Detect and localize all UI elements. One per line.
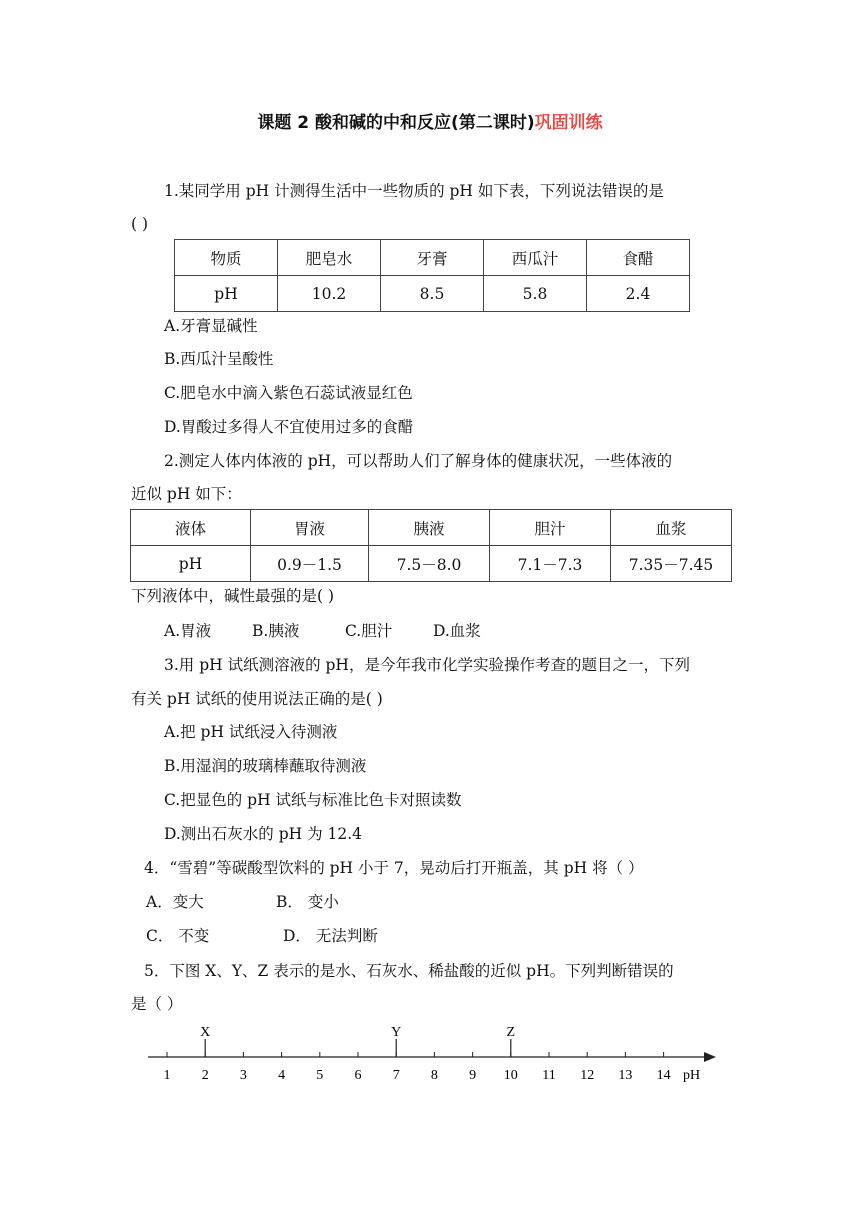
q5-stem-line2: 是（ ） — [131, 995, 183, 1013]
q3-option-a: A.把 pH 试纸浸入待测液 — [164, 723, 338, 741]
q2-stem-line1: 2.测定人体内体液的 pH，可以帮助人们了解身体的健康状况，一些体液的 — [164, 452, 673, 470]
table-cell: 血浆 — [611, 510, 732, 546]
tick-label: 5 — [316, 1068, 324, 1083]
table-cell: 8.5 — [381, 276, 484, 312]
table-cell: 肥皂水 — [278, 240, 381, 276]
table-cell: 物质 — [175, 240, 278, 276]
q1-option-c: C.肥皂水中滴入紫色石蕊试液显红色 — [164, 384, 413, 402]
marker-label: Z — [506, 1025, 516, 1040]
table-cell: 5.8 — [484, 276, 587, 312]
tick-label: 3 — [239, 1068, 247, 1083]
table-cell: 牙膏 — [381, 240, 484, 276]
table-row — [175, 276, 690, 312]
table-cell: pH — [131, 546, 251, 582]
table-cell: 7.35－7.45 — [611, 546, 732, 582]
q1-option-b: B.西瓜汁呈酸性 — [164, 350, 274, 368]
q4-option-d: D． 无法判断 — [283, 927, 378, 945]
marker-label: X — [200, 1025, 211, 1040]
tick-label: 11 — [542, 1068, 556, 1083]
table-cell: pH — [175, 276, 278, 312]
table-cell: 液体 — [131, 510, 251, 546]
table-cell: 食醋 — [587, 240, 690, 276]
tick-label: 9 — [469, 1068, 477, 1083]
table-cell: 胰液 — [369, 510, 490, 546]
q1-option-a: A.牙膏显碱性 — [164, 317, 258, 335]
q1-option-d: D.胃酸过多得人不宜使用过多的食醋 — [164, 418, 414, 436]
axis-unit-label: pH — [683, 1068, 701, 1083]
tick-group — [167, 1052, 664, 1057]
table-cell: 7.5－8.0 — [369, 546, 490, 582]
q2-table — [130, 509, 732, 582]
title-accent: 巩固训练 — [534, 113, 603, 133]
tick-label: 1 — [163, 1068, 171, 1083]
ph-number-line — [0, 1010, 860, 1100]
table-cell: 胆汁 — [490, 510, 611, 546]
q3-stem-line2: 有关 pH 试纸的使用说法正确的是( ) — [131, 690, 383, 708]
tick-label: 2 — [201, 1068, 209, 1083]
table-cell: 7.1－7.3 — [490, 546, 611, 582]
q1-table — [174, 239, 690, 312]
title-main: 课题 2 酸和碱的中和反应(第二课时) — [257, 113, 535, 133]
q3-option-c: C.把显色的 pH 试纸与标准比色卡对照读数 — [164, 791, 462, 809]
tick-label: 8 — [430, 1068, 438, 1083]
tick-label: 13 — [618, 1068, 633, 1083]
q1-stem-line1: 1.某同学用 pH 计测得生活中一些物质的 pH 如下表，下列说法错误的是 — [164, 182, 664, 200]
q2-option-a: A.胃液 — [164, 622, 212, 640]
table-cell: 胃液 — [251, 510, 369, 546]
table-cell: 2.4 — [587, 276, 690, 312]
marker-label: Y — [391, 1025, 402, 1040]
q2-option-b: B.胰液 — [252, 622, 300, 640]
table-row — [131, 546, 732, 582]
q4-stem: 4．“雪碧”等碳酸型饮料的 pH 小于 7，晃动后打开瓶盖，其 pH 将（ ） — [144, 859, 644, 877]
tick-label: 7 — [392, 1068, 400, 1083]
page-title — [0, 108, 860, 133]
tick-label: 14 — [656, 1068, 671, 1083]
tick-label: 6 — [354, 1068, 362, 1083]
q4-option-b: B． 变小 — [276, 893, 339, 911]
q3-option-b: B.用湿润的玻璃棒蘸取待测液 — [164, 757, 367, 775]
axis-arrow-icon — [704, 1052, 716, 1062]
q4-option-a: A．变大 — [146, 893, 204, 911]
q2-stem-line2: 近似 pH 如下： — [131, 485, 242, 503]
q2-question: 下列液体中，碱性最强的是( ) — [131, 587, 335, 605]
table-row — [175, 240, 690, 276]
q3-stem-line1: 3.用 pH 试纸测溶液的 pH，是今年我市化学实验操作考查的题目之一，下列 — [164, 656, 690, 674]
tick-label: 12 — [580, 1068, 595, 1083]
tick-label: 10 — [503, 1068, 518, 1083]
q4-option-c: C． 不变 — [146, 927, 210, 945]
q3-option-d: D.测出石灰水的 pH 为 12.4 — [164, 825, 363, 843]
table-row — [131, 510, 732, 546]
table-cell: 10.2 — [278, 276, 381, 312]
q2-option-c: C.胆汁 — [345, 622, 393, 640]
q1-stem-line2: ( ) — [131, 215, 149, 233]
tick-label-group — [164, 1068, 671, 1083]
tick-label: 4 — [278, 1068, 286, 1083]
q2-option-d: D.血浆 — [433, 622, 481, 640]
table-cell: 0.9－1.5 — [251, 546, 369, 582]
q5-stem-line1: 5．下图 X、Y、Z 表示的是水、石灰水、稀盐酸的近似 pH。下列判断错误的 — [144, 962, 674, 980]
table-cell: 西瓜汁 — [484, 240, 587, 276]
